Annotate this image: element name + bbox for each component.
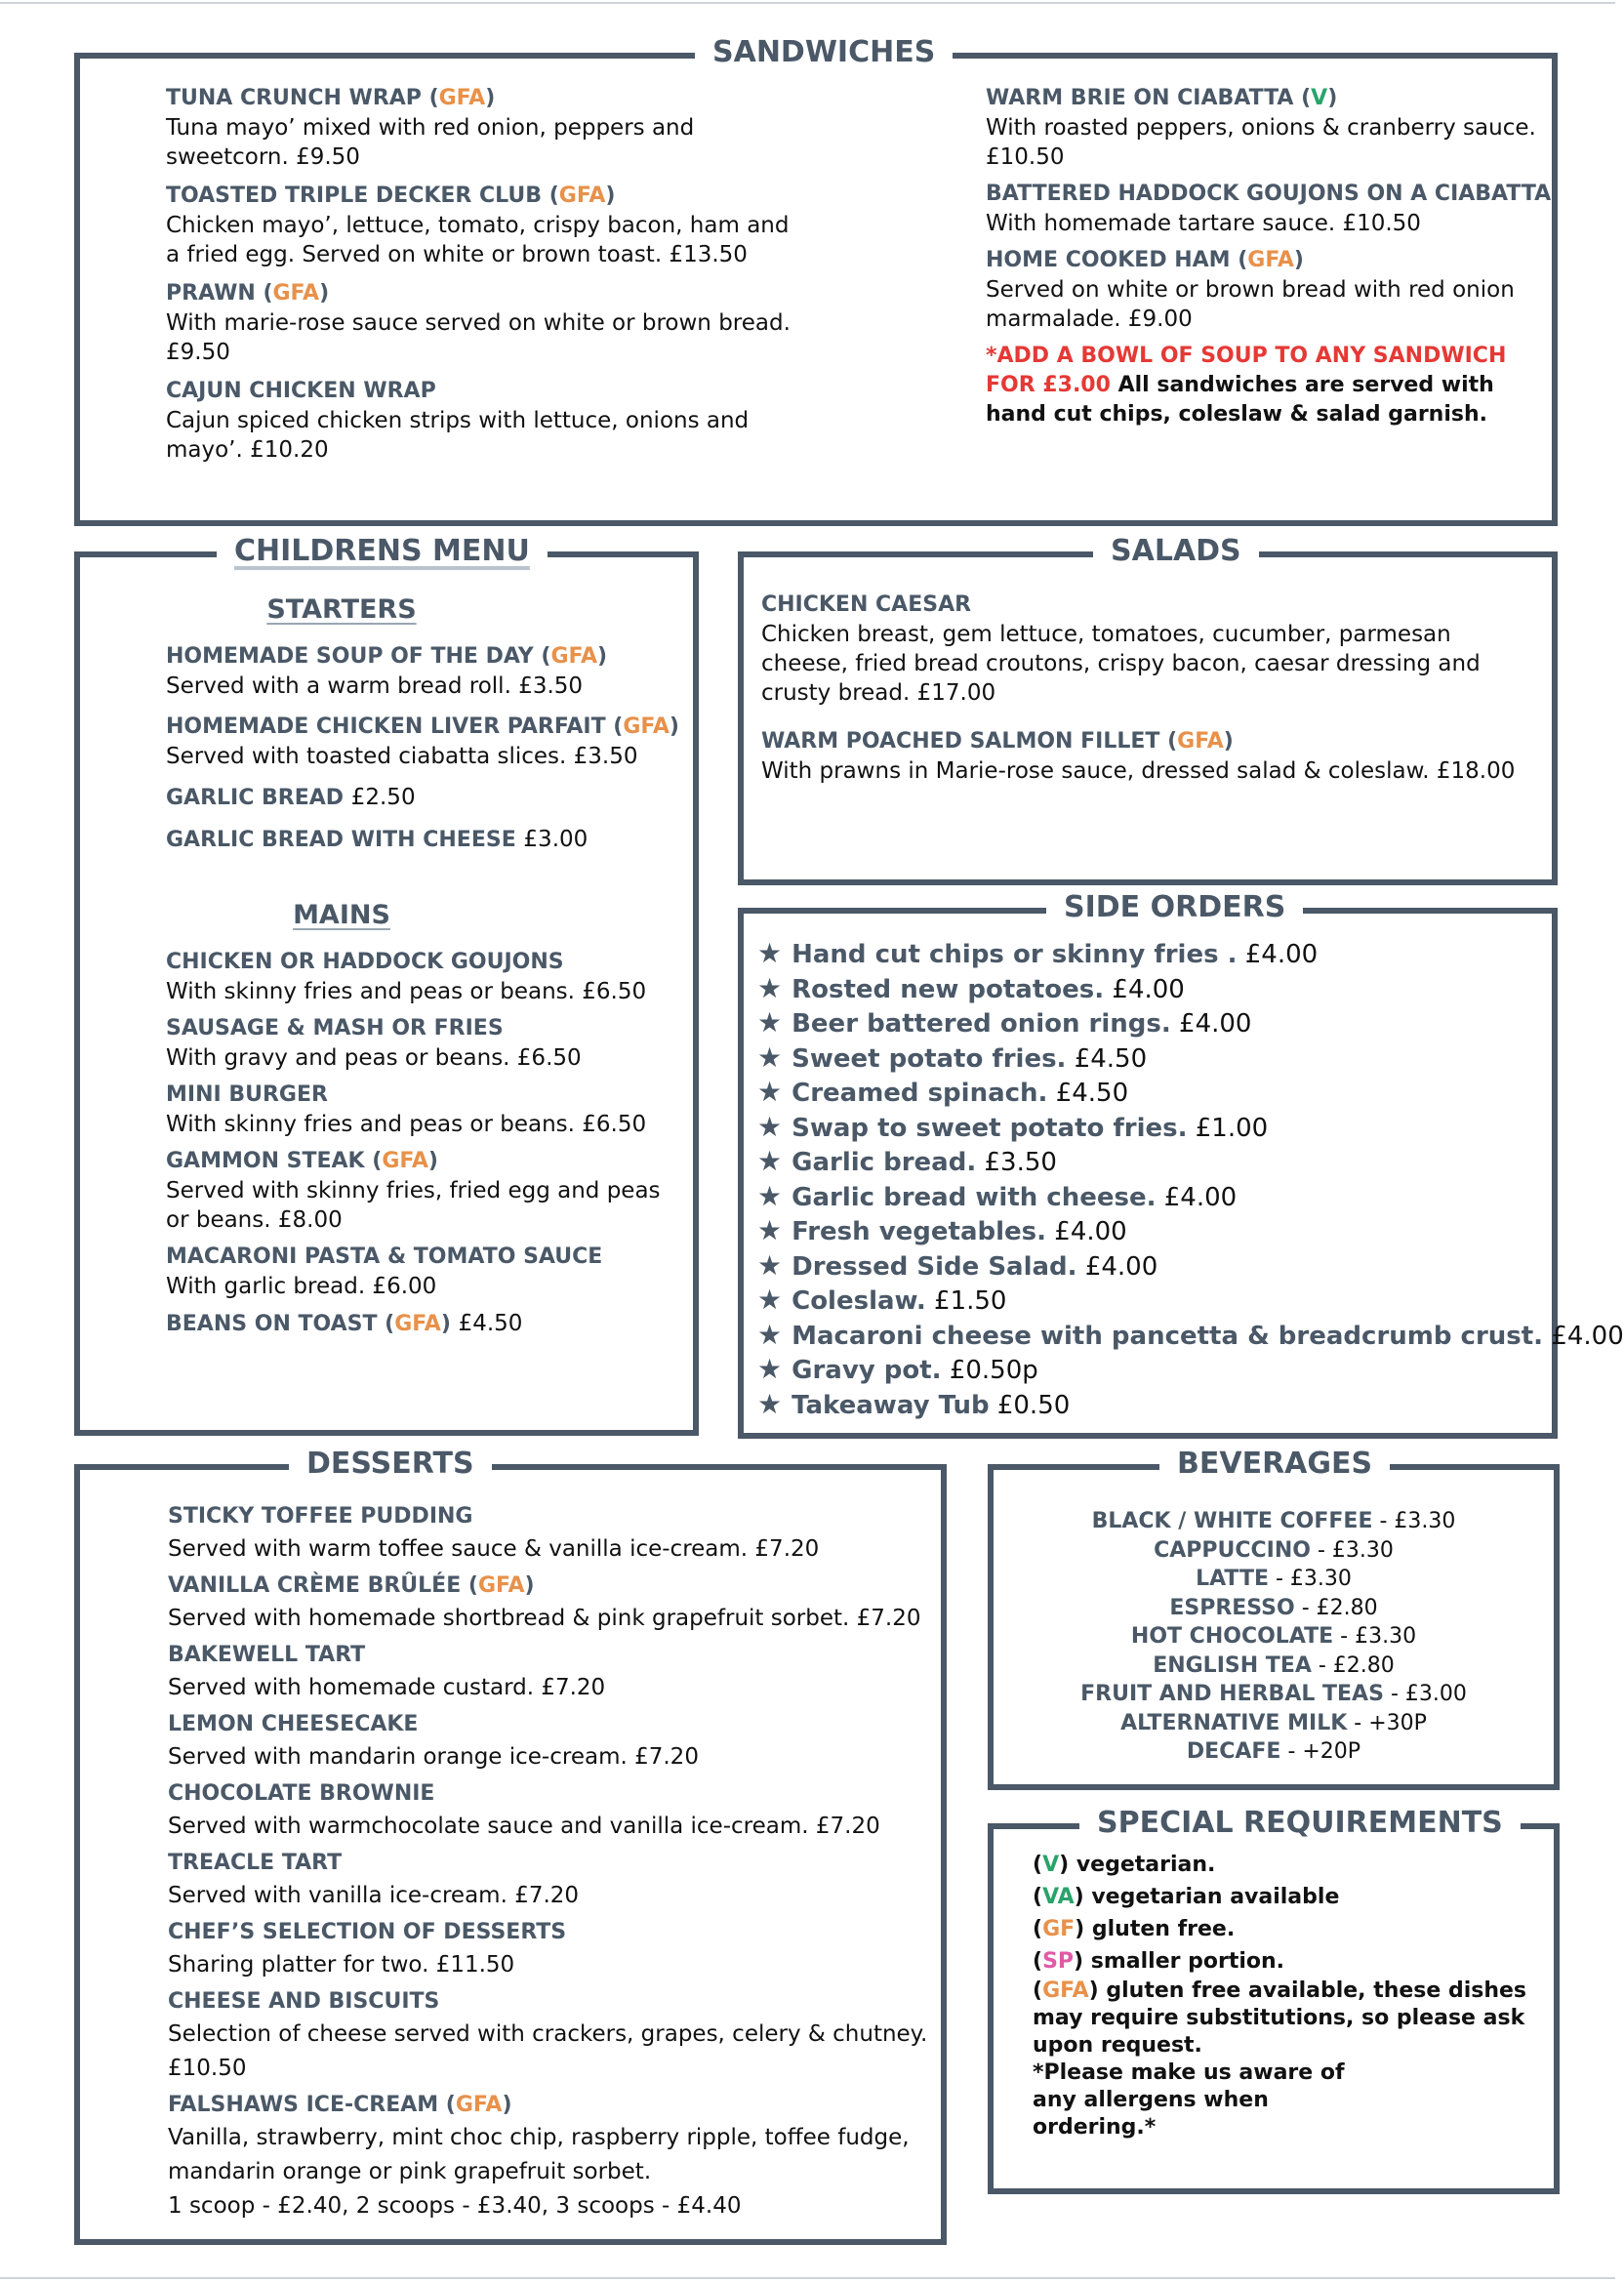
item-name: TUNA CRUNCH WRAP — [166, 86, 422, 110]
beverage-price: - +30P — [1354, 1710, 1427, 1735]
side-name: Hand cut chips or skinny fries . — [792, 940, 1238, 969]
item-description: Served with homemade shortbread & pink grapefruit sorbet. £7.20 — [168, 1606, 921, 1631]
side-name: Garlic bread with cheese. — [792, 1182, 1157, 1212]
beverage-name: LATTE — [1196, 1567, 1269, 1591]
dietary-tag: GFA — [623, 714, 670, 739]
item-name: MACARONI PASTA & TOMATO SAUCE — [166, 1244, 603, 1269]
section-title: SIDE ORDERS — [1046, 888, 1303, 927]
item-name: WARM BRIE ON CIABATTA — [986, 86, 1294, 110]
bottom-rule — [0, 2277, 1615, 2279]
starters-heading: STARTERS — [266, 594, 417, 625]
requirement-text: vegetarian. — [1076, 1853, 1216, 1877]
side-order-row — [757, 1145, 1548, 1180]
menu-item — [166, 84, 791, 172]
beverage-row — [994, 1680, 1554, 1709]
item-name-line — [168, 1640, 939, 1671]
item-name: CHICKEN CAESAR — [761, 592, 972, 617]
item-name: FALSHAWS ICE-CREAM — [168, 2093, 439, 2117]
beverage-row — [994, 1594, 1554, 1623]
item-name-line: HOMEMADE CHICKEN LIVER PARFAIT (GFA) — [166, 714, 679, 739]
beverage-row — [994, 1536, 1554, 1566]
dietary-tag: GFA — [272, 281, 320, 306]
item-description: Served with mandarin orange ice-cream. £7.20 — [168, 1744, 699, 1770]
item-name-line — [168, 1917, 939, 1948]
item-name-line: BEANS ON TOAST (GFA) £4.50 — [166, 1311, 523, 1336]
item-name-line — [166, 783, 683, 813]
salads-section — [738, 534, 1558, 885]
menu-item — [986, 84, 1552, 172]
side-name: Gravy pot. — [792, 1356, 942, 1385]
section-title: BEVERAGES — [1159, 1445, 1390, 1484]
item-name: WARM POACHED SALMON FILLET — [761, 729, 1160, 754]
beverage-price: - +20P — [1287, 1739, 1361, 1764]
side-price: £4.00 — [1084, 1251, 1158, 1282]
dessert-item — [168, 1709, 939, 1774]
childrens-column — [166, 594, 683, 1347]
side-price: £1.50 — [934, 1286, 1007, 1316]
item-name: CHOCOLATE BROWNIE — [168, 1781, 435, 1806]
item-description: With gravy and peas or beans. £6.50 — [166, 1045, 582, 1071]
menu-item — [166, 1081, 683, 1139]
requirement-code: GF — [1042, 1917, 1076, 1941]
side-price: £4.00 — [1163, 1182, 1238, 1212]
item-description: Chicken breast, gem lettuce, tomatoes, cucumber, parmesan cheese, fried bread croutons, crispy bacon, caesar dressing and crusty bread. £17.00 — [761, 622, 1481, 706]
item-description: With skinny fries and peas or beans. £6.50 — [166, 1112, 647, 1137]
item-name-line: WARM POACHED SALMON FILLET (GFA) — [761, 729, 1234, 754]
item-name-line: FALSHAWS ICE-CREAM (GFA) — [168, 2093, 512, 2117]
menu-item — [166, 1309, 683, 1339]
item-name-line — [168, 1848, 939, 1879]
beverage-name: CAPPUCCINO — [1154, 1537, 1311, 1563]
item-name: GARLIC BREAD — [166, 786, 345, 810]
item-name-line — [168, 1986, 939, 2018]
side-order-row — [757, 1006, 1548, 1041]
item-name: SAUSAGE & MASH OR FRIES — [166, 1016, 504, 1040]
side-order-row — [757, 1284, 1548, 1319]
beverage-name: ESPRESSO — [1169, 1595, 1295, 1620]
side-order-row — [757, 1318, 1624, 1354]
menu-item — [166, 713, 683, 771]
side-price: £4.00 — [1551, 1321, 1624, 1351]
item-name-line — [761, 591, 1522, 620]
sandwich-serving-note: All sandwiches are served with hand cut chips, coleslaw & salad garnish. — [986, 373, 1494, 427]
item-name-line — [166, 1243, 683, 1272]
dietary-tag: GFA — [455, 2093, 503, 2117]
item-name: CHEF’S SELECTION OF DESSERTS — [168, 1920, 567, 1944]
allergen-note: *Please make us aware of any allergens when ordering.* — [1033, 2060, 1345, 2140]
dietary-tag: GFA — [394, 1312, 441, 1336]
item-name-line — [166, 1081, 683, 1110]
requirement-code: V — [1042, 1853, 1060, 1877]
item-description: With prawns in Marie-rose sauce, dressed salad & coleslaw. £18.00 — [761, 758, 1516, 784]
beverage-row — [994, 1622, 1554, 1652]
menu-item — [166, 279, 791, 367]
menu-item — [166, 182, 791, 269]
item-description: Served with a warm bread roll. £3.50 — [166, 673, 584, 699]
item-description: 1 scoop - £2.40, 2 scoops - £3.40, 3 scoops - £4.40 — [168, 2193, 742, 2219]
special-requirements-section — [988, 1806, 1560, 2194]
dessert-item — [168, 1570, 939, 1636]
item-name-line — [168, 1709, 939, 1740]
menu-item — [166, 783, 683, 813]
beverage-row — [994, 1709, 1554, 1738]
side-name: Macaroni cheese with pancetta & breadcrumb crust. — [792, 1321, 1544, 1351]
item-name-line: TOASTED TRIPLE DECKER CLUB (GFA) — [166, 184, 616, 208]
item-name-line: HOME COOKED HAM (GFA) — [986, 248, 1304, 272]
beverage-name: DECAFE — [1186, 1739, 1281, 1764]
beverage-price: - £3.30 — [1317, 1537, 1394, 1563]
dessert-item — [168, 1986, 939, 2086]
dietary-tag: GFA — [550, 644, 598, 669]
side-order-row — [757, 1111, 1548, 1146]
side-name: Swap to sweet potato fries. — [792, 1113, 1188, 1143]
menu-item — [166, 1243, 683, 1301]
item-name-line: VANILLA CRÈME BRÛLÉE (GFA) — [168, 1573, 535, 1598]
item-name-line — [168, 1778, 939, 1810]
menu-item — [986, 180, 1552, 238]
requirement-code: GFA — [1042, 1978, 1089, 2003]
item-description: Served with skinny fries, fried egg and peas or beans. £8.00 — [166, 1178, 661, 1233]
star-icon: ★ — [757, 1284, 783, 1316]
menu-item — [166, 377, 791, 465]
item-name: LEMON CHEESECAKE — [168, 1712, 419, 1736]
side-name: Takeaway Tub — [792, 1390, 990, 1420]
beverage-row — [994, 1565, 1554, 1594]
item-name: TOASTED TRIPLE DECKER CLUB — [166, 184, 543, 208]
side-price: £4.00 — [1054, 1217, 1127, 1246]
item-description: Served with warmchocolate sauce and vanilla ice-cream. £7.20 — [168, 1814, 880, 1839]
beverage-name: FRUIT AND HERBAL TEAS — [1080, 1682, 1384, 1706]
item-name: BEANS ON TOAST — [166, 1312, 378, 1336]
star-icon: ★ — [757, 1145, 783, 1177]
side-name: Fresh vegetables. — [792, 1217, 1047, 1246]
side-name: Rosted new potatoes. — [792, 974, 1105, 1004]
star-icon: ★ — [757, 1006, 783, 1039]
dietary-tag: GFA — [438, 86, 486, 110]
beverage-price: - £3.00 — [1390, 1682, 1467, 1706]
menu-item — [166, 948, 683, 1006]
beverages-section — [988, 1447, 1560, 1790]
star-icon: ★ — [757, 1110, 783, 1143]
item-name-line — [166, 825, 683, 855]
item-description: Selection of cheese served with crackers, grapes, celery & chutney. £10.50 — [168, 2021, 928, 2081]
section-title: CHILDRENS MENU — [217, 532, 548, 571]
side-order-row — [757, 1249, 1548, 1285]
item-name-line — [166, 377, 791, 406]
item-description: Sharing platter for two. £11.50 — [168, 1952, 515, 1978]
requirement-row: (V) vegetarian. — [1033, 1853, 1216, 1877]
item-name-line — [986, 180, 1552, 209]
side-order-row — [757, 972, 1548, 1007]
item-price: £4.50 — [458, 1311, 523, 1336]
item-name-line: PRAWN (GFA) — [166, 281, 330, 306]
side-name: Beer battered onion rings. — [792, 1009, 1171, 1039]
dessert-item — [168, 1778, 939, 1844]
beverage-row — [994, 1737, 1554, 1767]
dessert-item — [168, 1917, 939, 1982]
item-name: CAJUN CHICKEN WRAP — [166, 379, 436, 403]
section-title: SANDWICHES — [695, 33, 953, 72]
item-name-line: WARM BRIE ON CIABATTA (V) — [986, 86, 1338, 110]
dietary-tag: V — [1311, 86, 1328, 110]
side-order-row — [757, 1076, 1548, 1111]
sandwich-note — [986, 342, 1552, 429]
desserts-list — [168, 1501, 939, 2227]
dietary-tag: GFA — [1247, 248, 1294, 272]
item-name: BATTERED HADDOCK GOUJONS ON A CIABATTA — [986, 182, 1552, 206]
dietary-tag: GFA — [477, 1573, 525, 1598]
mains-heading: MAINS — [293, 900, 390, 930]
item-description: Tuna mayo’ mixed with red onion, peppers and sweetcorn. £9.50 — [166, 115, 695, 170]
item-name-line: TUNA CRUNCH WRAP (GFA) — [166, 86, 496, 110]
mains-list — [166, 948, 683, 1339]
star-icon: ★ — [757, 1214, 783, 1246]
item-name-line — [166, 948, 683, 977]
requirement-row: (VA) vegetarian available — [1033, 1885, 1340, 1909]
requirement-text: gluten free available, these dishes may require substitutions, so please ask upon request. — [1033, 1978, 1527, 2058]
item-description: With homemade tartare sauce. £10.50 — [986, 211, 1421, 236]
dietary-tag: GFA — [558, 184, 606, 208]
dessert-item — [168, 1640, 939, 1705]
menu-item — [166, 642, 683, 701]
side-order-row — [757, 1353, 1548, 1388]
beverage-price: - £3.30 — [1275, 1567, 1352, 1591]
item-description: Cajun spiced chicken strips with lettuce, onions and mayo’. £10.20 — [166, 408, 750, 463]
item-name: STICKY TOFFEE PUDDING — [168, 1504, 473, 1529]
item-description: With roasted peppers, onions & cranberry sauce. £10.50 — [986, 115, 1536, 170]
item-name: GAMMON STEAK — [166, 1149, 365, 1173]
beverage-name: HOT CHOCOLATE — [1130, 1624, 1334, 1649]
side-price: £4.00 — [1244, 940, 1319, 969]
dessert-item — [168, 1848, 939, 1913]
beverage-row — [994, 1507, 1554, 1536]
item-name: HOMEMADE CHICKEN LIVER PARFAIT — [166, 714, 606, 739]
item-name-line — [166, 1014, 683, 1043]
star-icon: ★ — [757, 1248, 783, 1282]
sandwiches-section — [74, 35, 1558, 526]
item-name: HOME COOKED HAM — [986, 248, 1231, 272]
sandwiches-right-column — [986, 84, 1552, 429]
dessert-item — [168, 2090, 939, 2223]
requirement-text: smaller portion. — [1090, 1949, 1285, 1974]
star-icon: ★ — [757, 1353, 783, 1385]
side-price: £0.50p — [949, 1356, 1038, 1385]
soup-offer-note: *ADD A BOWL OF SOUP TO ANY SANDWICH FOR £3.00 — [986, 344, 1507, 397]
item-name-line — [168, 1501, 939, 1532]
star-icon: ★ — [757, 1318, 783, 1351]
top-rule — [0, 2, 1615, 4]
starters-list — [166, 642, 683, 855]
item-name-line: HOMEMADE SOUP OF THE DAY (GFA) — [166, 644, 608, 669]
item-description: With garlic bread. £6.00 — [166, 1274, 437, 1299]
requirement-row: (GFA) gluten free available, these dishes may require substitutions, so please ask upon request. — [1033, 1978, 1527, 2058]
item-description: With skinny fries and peas or beans. £6.50 — [166, 979, 647, 1004]
item-description: With marie-rose sauce served on white or brown bread. £9.50 — [166, 310, 791, 365]
sandwiches-left-column — [166, 84, 791, 474]
item-price: £3.00 — [523, 827, 589, 852]
item-name-line: GAMMON STEAK (GFA) — [166, 1149, 438, 1173]
star-icon: ★ — [757, 1040, 783, 1074]
side-order-row — [757, 1388, 1548, 1423]
menu-item — [166, 1147, 683, 1235]
side-name: Coleslaw. — [792, 1286, 926, 1316]
item-name: VANILLA CRÈME BRÛLÉE — [168, 1573, 462, 1598]
section-title: SALADS — [1093, 532, 1259, 571]
beverage-price: - £2.80 — [1301, 1595, 1378, 1620]
requirement-row: (SP) smaller portion. — [1033, 1949, 1285, 1974]
item-name: HOMEMADE SOUP OF THE DAY — [166, 644, 534, 669]
section-title: DESSERTS — [289, 1445, 492, 1484]
special-requirements-list — [1033, 1849, 1540, 2141]
side-price: £4.50 — [1055, 1079, 1129, 1108]
item-description: Served on white or brown bread with red onion marmalade. £9.00 — [986, 277, 1515, 332]
beverage-name: ENGLISH TEA — [1153, 1652, 1312, 1678]
side-name: Garlic bread. — [792, 1148, 977, 1177]
desserts-section — [74, 1447, 947, 2245]
menu-item — [986, 246, 1552, 334]
beverage-row — [994, 1652, 1554, 1681]
menu-item — [166, 1014, 683, 1073]
requirement-code: SP — [1042, 1949, 1075, 1974]
star-icon: ★ — [757, 1179, 783, 1212]
item-description: Served with toasted ciabatta slices. £3.50 — [166, 744, 638, 769]
item-name: PRAWN — [166, 281, 256, 306]
side-order-row — [757, 1180, 1548, 1215]
side-price: £1.00 — [1195, 1113, 1269, 1143]
side-name: Sweet potato fries. — [792, 1043, 1067, 1074]
item-name: TREACLE TART — [168, 1851, 343, 1875]
item-name: GARLIC BREAD WITH CHEESE — [166, 828, 516, 852]
side-price: £0.50 — [996, 1390, 1071, 1420]
side-name: Creamed spinach. — [792, 1079, 1048, 1108]
side-order-row — [757, 1214, 1548, 1249]
childrens-menu-section — [74, 534, 699, 1436]
side-orders-list — [757, 937, 1624, 1422]
star-icon: ★ — [757, 1387, 783, 1420]
requirement-text: vegetarian available — [1091, 1885, 1340, 1909]
star-icon: ★ — [757, 937, 783, 969]
item-price: £2.50 — [350, 785, 416, 810]
menu-item — [761, 591, 1522, 708]
item-name: CHICKEN OR HADDOCK GOUJONS — [166, 950, 564, 974]
dietary-tag: GFA — [382, 1149, 428, 1173]
side-order-row — [757, 1041, 1548, 1077]
star-icon: ★ — [757, 1076, 783, 1108]
beverage-name: BLACK / WHITE COFFEE — [1091, 1509, 1373, 1533]
menu-item — [761, 727, 1522, 786]
beverage-name: ALTERNATIVE MILK — [1120, 1710, 1348, 1735]
requirement-row: (GF) gluten free. — [1033, 1917, 1236, 1941]
item-description: Chicken mayo’, lettuce, tomato, crispy bacon, ham and a fried egg. Served on white or brown toast. £13.50 — [166, 213, 790, 267]
item-description: Served with homemade custard. £7.20 — [168, 1675, 606, 1700]
item-name: MINI BURGER — [166, 1082, 328, 1107]
item-name: CHEESE AND BISCUITS — [168, 1989, 440, 2014]
beverages-list — [994, 1507, 1554, 1767]
item-description: Vanilla, strawberry, mint choc chip, raspberry ripple, toffee fudge, mandarin orange or pink grapefruit sorbet. — [168, 2125, 910, 2184]
item-description: Served with vanilla ice-cream. £7.20 — [168, 1883, 580, 1908]
side-price: £4.50 — [1074, 1043, 1148, 1074]
salads-list — [761, 591, 1522, 805]
dessert-item — [168, 1501, 939, 1567]
side-orders-section — [738, 890, 1624, 1439]
side-name: Dressed Side Salad. — [792, 1251, 1077, 1282]
side-order-row — [757, 937, 1548, 972]
side-price: £3.50 — [984, 1148, 1057, 1177]
side-price: £4.00 — [1179, 1009, 1252, 1039]
item-description: Served with warm toffee sauce & vanilla ice-cream. £7.20 — [168, 1536, 820, 1562]
section-title: SPECIAL REQUIREMENTS — [1079, 1804, 1521, 1843]
menu-item — [166, 825, 683, 855]
requirement-text: gluten free. — [1091, 1917, 1236, 1941]
beverage-price: - £3.30 — [1379, 1509, 1456, 1533]
item-name: BAKEWELL TART — [168, 1643, 366, 1667]
beverage-price: - £3.30 — [1340, 1624, 1417, 1649]
side-price: £4.00 — [1112, 974, 1185, 1004]
requirement-code: VA — [1042, 1885, 1075, 1909]
beverage-price: - £2.80 — [1318, 1652, 1395, 1678]
star-icon: ★ — [757, 971, 783, 1004]
dietary-tag: GFA — [1177, 729, 1224, 754]
